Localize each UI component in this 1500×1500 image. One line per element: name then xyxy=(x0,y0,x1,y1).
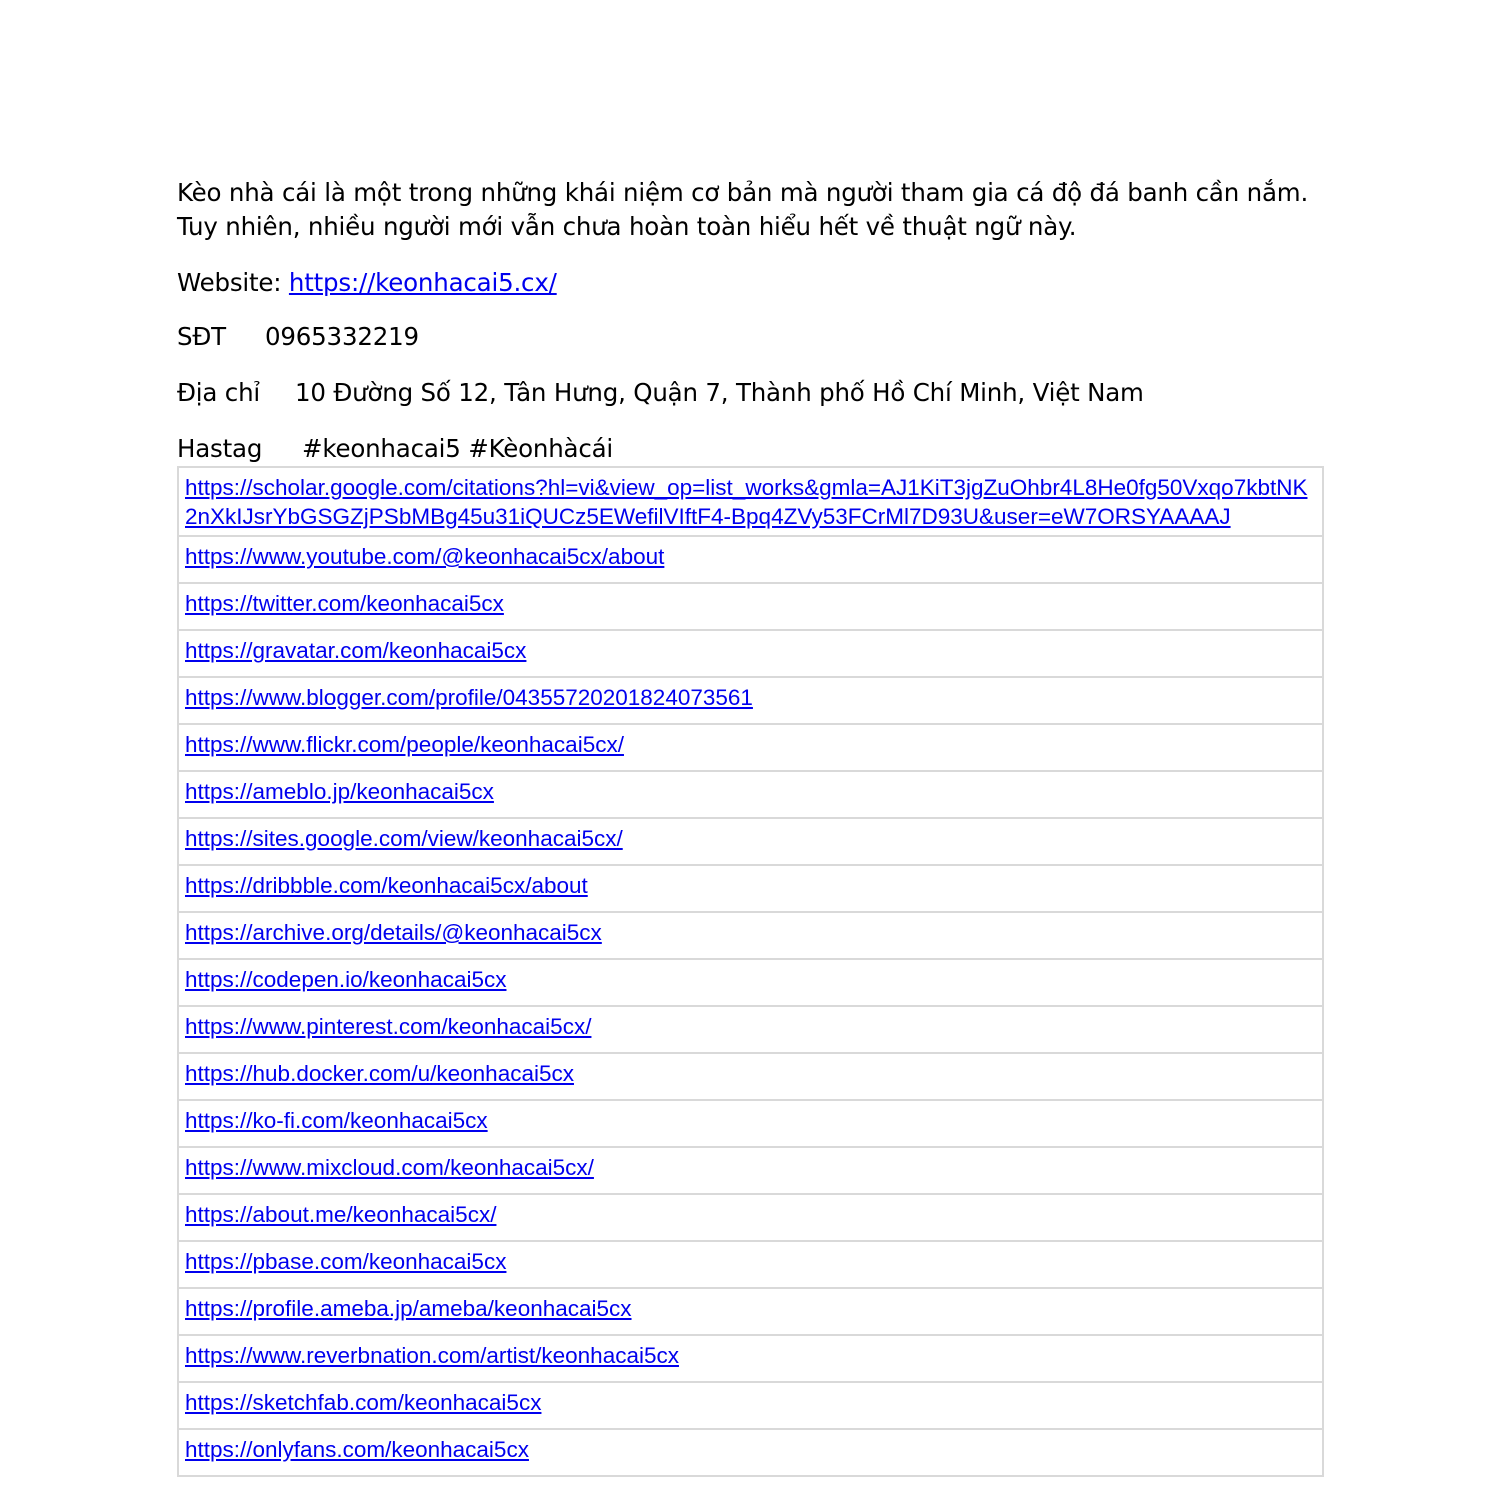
website-label: Website: xyxy=(177,268,289,297)
table-row xyxy=(178,677,1323,724)
profile-link[interactable]: https://archive.org/details/@keonhacai5cx xyxy=(185,920,602,945)
table-row xyxy=(178,467,1323,536)
profile-link[interactable]: https://sketchfab.com/keonhacai5cx xyxy=(185,1390,542,1415)
link-cell xyxy=(178,771,1323,818)
profile-link[interactable]: https://about.me/keonhacai5cx/ xyxy=(185,1202,497,1227)
address-value: 10 Đường Số 12, Tân Hưng, Quận 7, Thành phố Hồ Chí Minh, Việt Nam xyxy=(295,378,1144,407)
address-line xyxy=(177,376,1324,410)
profile-link[interactable]: https://www.youtube.com/@keonhacai5cx/about xyxy=(185,544,665,569)
link-cell xyxy=(178,677,1323,724)
table-row xyxy=(178,1194,1323,1241)
table-row xyxy=(178,1335,1323,1382)
table-row xyxy=(178,1100,1323,1147)
document-page xyxy=(177,176,1324,1477)
hashtag-value: #keonhacai5 #Kèonhàcái xyxy=(302,434,614,463)
link-cell xyxy=(178,1194,1323,1241)
link-cell xyxy=(178,959,1323,1006)
link-cell xyxy=(178,1382,1323,1429)
link-cell xyxy=(178,912,1323,959)
profile-link[interactable]: https://profile.ameba.jp/ameba/keonhacai5cx xyxy=(185,1296,632,1321)
link-cell xyxy=(178,1100,1323,1147)
table-row xyxy=(178,1382,1323,1429)
table-row xyxy=(178,1053,1323,1100)
link-cell xyxy=(178,1241,1323,1288)
profile-link[interactable]: https://www.pinterest.com/keonhacai5cx/ xyxy=(185,1014,592,1039)
hashtag-line xyxy=(177,432,1324,466)
phone-line xyxy=(177,320,1324,354)
table-row xyxy=(178,583,1323,630)
link-cell xyxy=(178,467,1323,536)
profile-link[interactable]: https://www.blogger.com/profile/04355720201824073561 xyxy=(185,685,753,710)
table-row xyxy=(178,536,1323,583)
table-row xyxy=(178,1241,1323,1288)
link-cell xyxy=(178,1335,1323,1382)
profile-link[interactable]: https://scholar.google.com/citations?hl=vi&view_op=list_works&gmla=AJ1KiT3jgZuOhbr4L8He0fg50Vxqo7kbtNK2nXkIJsrYbGSGZjPSbMBg45u31iQUCz5EWefilVIftF4-Bpq4ZVy53FCrMl7D93U&user=eW7ORSYAAAAJ xyxy=(185,475,1308,529)
profile-link[interactable]: https://codepen.io/keonhacai5cx xyxy=(185,967,507,992)
table-row xyxy=(178,1147,1323,1194)
table-row xyxy=(178,1429,1323,1476)
profile-link[interactable]: https://gravatar.com/keonhacai5cx xyxy=(185,638,527,663)
profile-link[interactable]: https://hub.docker.com/u/keonhacai5cx xyxy=(185,1061,574,1086)
link-cell xyxy=(178,1147,1323,1194)
phone-value: 0965332219 xyxy=(265,322,419,351)
table-row xyxy=(178,1288,1323,1335)
link-cell xyxy=(178,1053,1323,1100)
profile-link[interactable]: https://www.reverbnation.com/artist/keonhacai5cx xyxy=(185,1343,679,1368)
website-link[interactable]: https://keonhacai5.cx/ xyxy=(288,268,557,297)
profile-link[interactable]: https://www.mixcloud.com/keonhacai5cx/ xyxy=(185,1155,594,1180)
link-cell xyxy=(178,724,1323,771)
phone-label: SĐT xyxy=(177,322,226,351)
profile-link[interactable]: https://www.flickr.com/people/keonhacai5cx/ xyxy=(185,732,624,757)
website-line xyxy=(177,266,1324,300)
link-cell xyxy=(178,865,1323,912)
link-cell xyxy=(178,1429,1323,1476)
table-row xyxy=(178,912,1323,959)
table-row xyxy=(178,1006,1323,1053)
links-table-body xyxy=(178,467,1323,1476)
link-cell xyxy=(178,630,1323,677)
links-table xyxy=(177,466,1324,1477)
profile-link[interactable]: https://pbase.com/keonhacai5cx xyxy=(185,1249,507,1274)
table-row xyxy=(178,959,1323,1006)
table-row xyxy=(178,630,1323,677)
table-row xyxy=(178,865,1323,912)
link-cell xyxy=(178,818,1323,865)
profile-link[interactable]: https://ko-fi.com/keonhacai5cx xyxy=(185,1108,488,1133)
profile-link[interactable]: https://sites.google.com/view/keonhacai5cx/ xyxy=(185,826,623,851)
profile-link[interactable]: https://onlyfans.com/keonhacai5cx xyxy=(185,1437,529,1462)
address-label: Địa chỉ xyxy=(177,378,260,407)
link-cell xyxy=(178,583,1323,630)
link-cell xyxy=(178,536,1323,583)
profile-link[interactable]: https://ameblo.jp/keonhacai5cx xyxy=(185,779,494,804)
table-row xyxy=(178,724,1323,771)
table-row xyxy=(178,818,1323,865)
hashtag-label: Hastag xyxy=(177,434,263,463)
profile-link[interactable]: https://dribbble.com/keonhacai5cx/about xyxy=(185,873,588,898)
profile-link[interactable]: https://twitter.com/keonhacai5cx xyxy=(185,591,504,616)
intro-paragraph: Kèo nhà cái là một trong những khái niệm cơ bản mà người tham gia cá độ đá banh cần nắm. Tuy nhiên, nhiều người mới vẫn chưa hoàn toàn hiểu hết về thuật ngữ này. xyxy=(177,178,1309,241)
link-cell xyxy=(178,1006,1323,1053)
table-row xyxy=(178,771,1323,818)
link-cell xyxy=(178,1288,1323,1335)
